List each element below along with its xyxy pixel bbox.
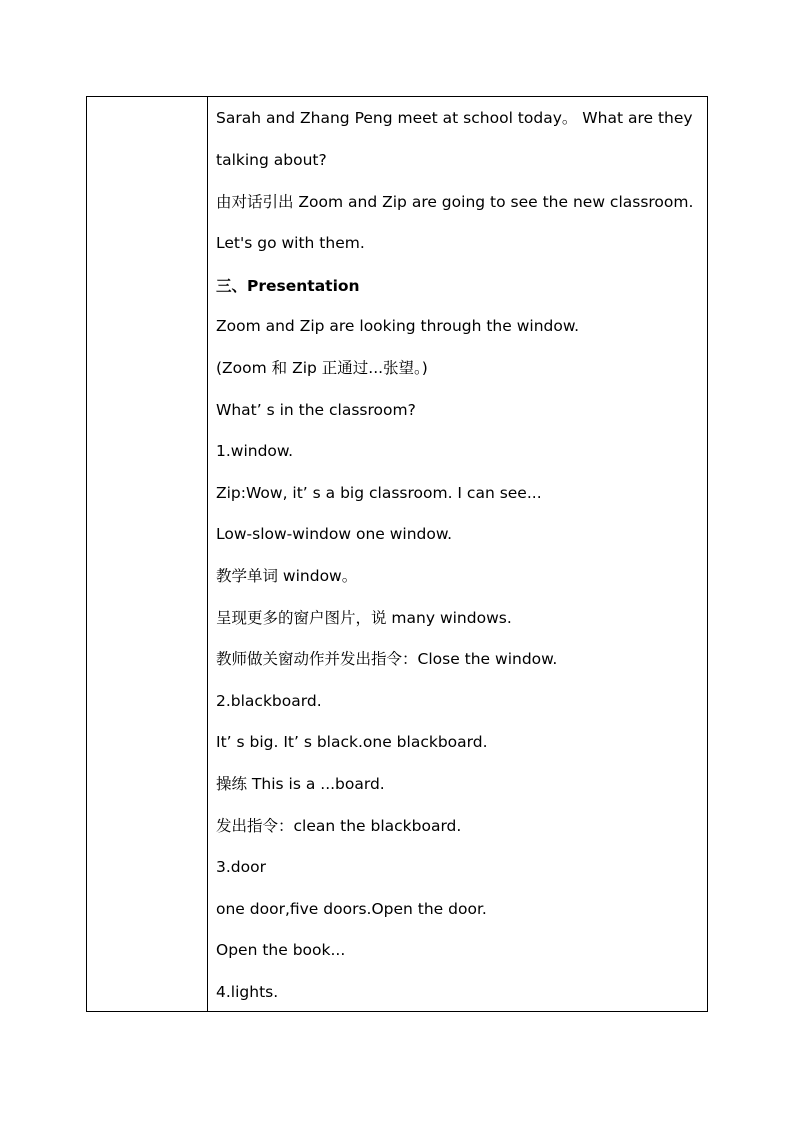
text-line: Zoom and Zip are looking through the window.	[216, 317, 580, 335]
text-line: 3.door	[216, 858, 266, 876]
text-line: one door,five doors.Open the door.	[216, 900, 487, 918]
left-column-cell	[87, 97, 208, 1011]
text-line: Open the book...	[216, 941, 346, 959]
text-line: Sarah and Zhang Peng meet at school today。 What are they	[216, 109, 693, 127]
text-line: 2.blackboard.	[216, 692, 322, 710]
text-line: 呈现更多的窗户图片，说 many windows.	[216, 609, 512, 627]
text-line: (Zoom 和 Zip 正通过...张望。)	[216, 359, 428, 377]
text-line: Zip:Wow, it’ s a big classroom. I can see...	[216, 484, 542, 502]
text-line: Let's go with them.	[216, 234, 365, 252]
text-line: Low-slow-window one window.	[216, 525, 453, 543]
text-line: 由对话引出 Zoom and Zip are going to see the new classroom.	[216, 193, 694, 211]
text-line: It’ s big. It’ s black.one blackboard.	[216, 733, 488, 751]
text-line: 1.window.	[216, 442, 294, 460]
text-line: 教学单词 window。	[216, 567, 358, 585]
text-line: 4.lights.	[216, 983, 279, 1001]
section-heading-presentation: 三、Presentation	[216, 277, 360, 295]
text-line: 操练 This is a ...board.	[216, 775, 385, 793]
lesson-table	[86, 96, 708, 1012]
lesson-content-cell	[208, 97, 707, 1011]
text-line: 教师做关窗动作并发出指令：Close the window.	[216, 650, 558, 668]
text-line: talking about?	[216, 151, 327, 169]
text-line: What’ s in the classroom?	[216, 401, 416, 419]
text-line: 发出指令：clean the blackboard.	[216, 817, 462, 835]
